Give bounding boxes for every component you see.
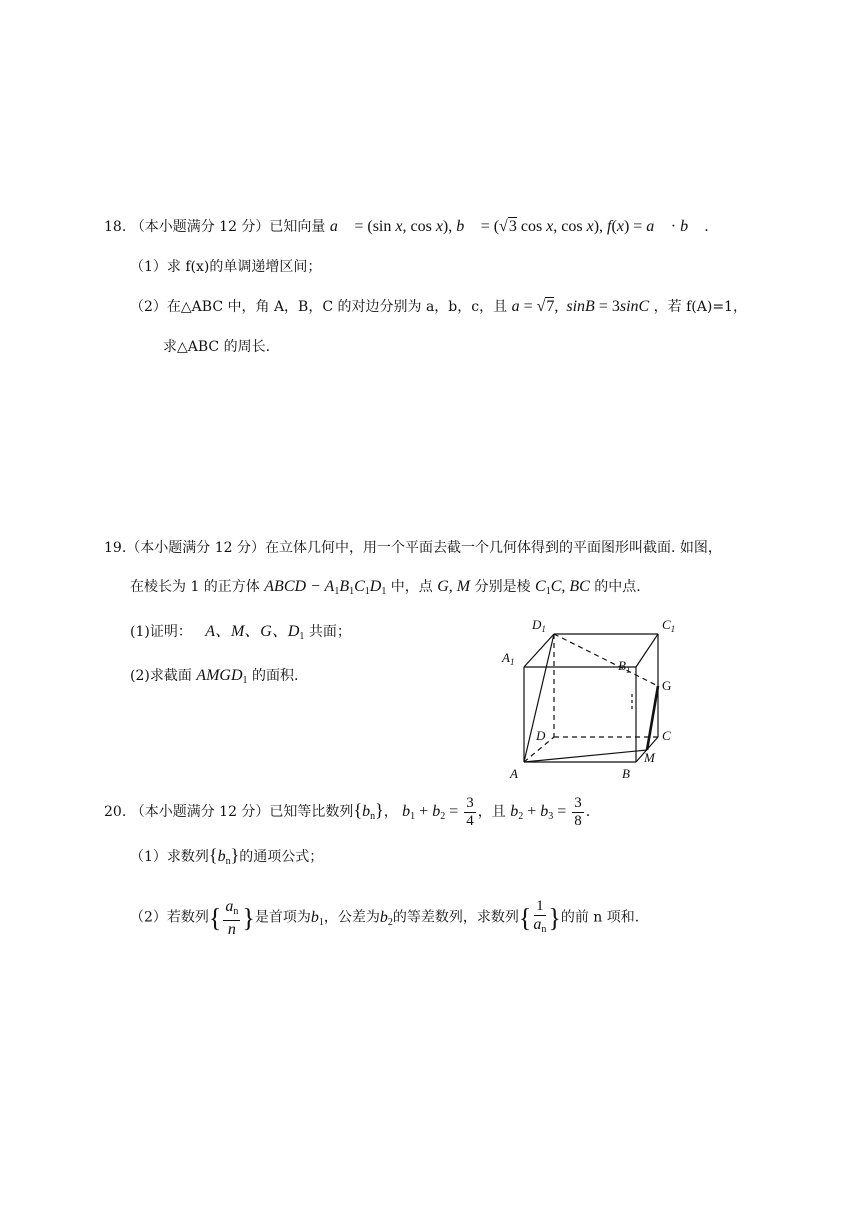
label-C: C (662, 728, 671, 743)
q20-number: 20. (104, 804, 127, 820)
q19-line2-a: 在棱长为 1 的正方体 (130, 579, 260, 595)
q20-eq1: $b_1 + b_2$ = $\frac{3}{4}$ (402, 794, 474, 829)
q19-part2-b: 的面积. (251, 668, 299, 684)
q20-part1-a: （1）求数列 (130, 849, 209, 865)
q18-part2-line (130, 297, 747, 317)
q20-part1-b: 的通项公式； (239, 849, 324, 865)
q20-part1 (130, 845, 323, 872)
q19-part1-b: 共面； (308, 624, 351, 640)
label-B: B (622, 766, 630, 781)
q20-part2-e: 的前 n 项和. (560, 909, 640, 926)
label-M: M (644, 750, 655, 765)
q19-section: $AMGD_1$ (196, 667, 248, 686)
q19-line2-c: 分别是棱 (474, 579, 531, 595)
label-C1: $C_1$ (662, 617, 676, 634)
q19-part2-a: (2)求截面 (130, 668, 192, 684)
q19-header: （本小题满分 12 分）在立体几何中，用一个平面去截一个几何体得到的平面图形叫截面. 如图， (126, 540, 722, 556)
q20-mid: ，且 (477, 804, 506, 820)
q18-header: （本小题满分 12 分）已知向量 (130, 219, 326, 235)
q19-line2-b: 中，点 (390, 579, 433, 595)
q20-eq2: $b_2 + b_3$ = $\frac{3}{8}$ (510, 794, 582, 829)
q20-header: （本小题满分 12 分）已知等比数列 (130, 804, 354, 820)
q19-line2-d: 的中点. (594, 579, 641, 595)
q18-part1: （1）求 f(x)的单调递增区间； (130, 259, 322, 275)
q20-part2-c: ，公差为 (323, 909, 380, 926)
label-B1: $B_1$ (618, 658, 631, 675)
q19-line1 (104, 538, 722, 558)
q18-formula: a⃗ = (sin x, cos x), b⃗ = (√3 cos x, cos x), f(x) = a⃗ · b⃗ . (329, 218, 709, 235)
q18-number: 18. (104, 219, 127, 235)
q20-part1-seq: $\{b_n\}$ (208, 845, 240, 867)
label-A1: $A_1$ (502, 650, 515, 667)
label-A: A (510, 766, 518, 781)
q20-part2 (130, 898, 639, 942)
q19-number: 19. (104, 540, 127, 556)
q20-part2-seq2: { $\frac{1}{a_n}$ } (518, 898, 561, 935)
q18-line1 (104, 217, 709, 237)
q20-part2-a: （2）若数列 (130, 909, 209, 926)
cube-figure (498, 612, 688, 787)
label-D1: $D_1$ (532, 617, 546, 634)
q20-part2-d: 的等差数列，求数列 (392, 909, 519, 926)
q19-part1 (130, 622, 351, 647)
q18-part2-text-b: ，若 f(A)=1， (653, 299, 747, 315)
q19-part2 (130, 666, 298, 691)
q20-seq: $\{b_n\}$ (353, 800, 384, 822)
q19-cube: ABCD − $A_1B_1C_1D_1$ (264, 578, 387, 597)
q19-edges: $C_1C$, BC (535, 578, 590, 597)
q19-part1-points: A、M、G、$D_1$ (205, 623, 305, 642)
q18-part2-text-a: （2）在△ABC 中，角 A，B，C 的对边分别为 a，b，c，且 (130, 299, 508, 315)
q19-part1-a: (1)证明： (130, 624, 192, 640)
q20-line1: 20. （本小题满分 12 分）已知等比数列$\{b_n\}$， $b_1 + b_2$ = $\frac{3}{4}$ ，且 $b_2 + b_3$ = $\frac{3}{8}$ . (104, 794, 591, 829)
q19-points: G, M (437, 578, 471, 595)
label-D: D (536, 728, 546, 743)
q20-part2-seq: { $\frac{a_n}{n}$ } (208, 898, 255, 938)
q20-part2-b2: $b_2$ (379, 908, 393, 928)
q20-part2-b1: $b_1$ (310, 908, 324, 928)
q18-part2-text-c: 求△ABC 的周长. (163, 339, 271, 355)
label-G: G (662, 678, 672, 693)
q19-line2 (130, 577, 641, 602)
q18-part2-condition: a = √7, sinB = 3sinC (511, 298, 650, 315)
q20-part2-b: 是首项为 (254, 909, 311, 926)
